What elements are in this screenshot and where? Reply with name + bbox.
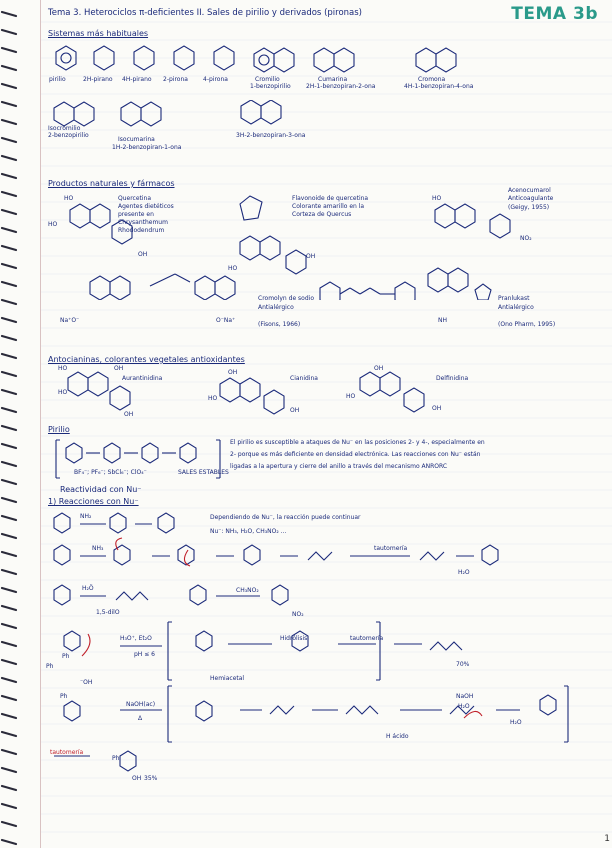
label-ho-2: HO <box>48 221 58 228</box>
anto-label-oh-3: OH <box>228 369 238 376</box>
pranlukast-line3: (Ono Pharm, 1995) <box>498 321 556 328</box>
pirilio-heading: Pirilio <box>48 425 70 434</box>
pranlukast-name: Pranlukast <box>498 295 530 302</box>
page-title: Tema 3. Heterociclos π-deficientes II. Sales de pirilio y derivados (pironas) <box>48 8 362 18</box>
anto-label-oh-5: OH <box>374 365 384 372</box>
h2o-label-3: H₂O <box>510 719 522 726</box>
delta-label: Δ <box>138 715 143 722</box>
page-number: 1 <box>604 834 610 844</box>
ph-1: Ph <box>62 653 70 660</box>
acenocumarol-line3: (Geigy, 1955) <box>508 204 550 211</box>
sistemas-row2-structures <box>46 100 346 130</box>
sistema-2-benzopirilio: 2-benzopirilio <box>48 132 89 139</box>
label-oh-2: OH <box>306 253 316 260</box>
pirilio-note-1: El pirilio es susceptible a ataques de Nu⁻ en las posiciones 2- y 4-, especialmente en <box>230 439 485 446</box>
no2-label: NO₂ <box>292 611 304 618</box>
anto-label-ho-1: HO <box>58 365 68 372</box>
reactividad-sub: 1) Reacciones con Nu⁻ <box>48 497 139 506</box>
tautomeria-label-1: tautomería <box>374 545 408 552</box>
label-ho-3: HO <box>228 265 238 272</box>
ch3no2-label: CH₃NO₂ <box>236 587 259 594</box>
anto-label-ho-3: HO <box>346 393 356 400</box>
sistema-4-pirona: 4-pirona <box>203 76 228 83</box>
sistemas-heading: Sistemas más habituales <box>48 29 149 38</box>
label-nh: NH <box>438 317 447 324</box>
sistema-2-pirona: 2-pirona <box>163 76 188 83</box>
hidrolisis-label: Hidrólisis <box>280 635 308 642</box>
sistema-1h-2-benzopiran-1-ona: 1H-2-benzopiran-1-ona <box>112 144 182 151</box>
pirilio-salts: BF₄⁻; PF₆⁻; SbCl₆⁻; ClO₄⁻ <box>74 469 147 476</box>
quercetina-line3: presente en <box>118 211 154 218</box>
reactividad-heading: Reactividad con Nu⁻ <box>60 485 142 494</box>
yield-70: 70% <box>456 661 470 668</box>
ph-4: Ph <box>112 755 120 762</box>
anto-label-ho-1b: HO <box>58 389 68 396</box>
h-acido-label: H ácido <box>386 733 409 740</box>
quercetina-line4: Chrysanthemum <box>118 219 168 226</box>
ph-label: pH ≤ 6 <box>134 651 155 658</box>
label-na-o: Na⁺O⁻ <box>60 317 80 324</box>
label-ho-4: HO <box>432 195 442 202</box>
quercetina-line2: Agentes dietéticos <box>118 203 174 210</box>
tautomeria-label-3: tautomería <box>50 749 84 756</box>
label-o-na: O⁻Na⁺ <box>216 317 236 324</box>
sistema-cromilio: Cromilio <box>255 76 280 83</box>
flavonoide-name: Flavonoide de quercetina <box>292 195 369 202</box>
quercetina-name: Quercetina <box>118 195 152 202</box>
sistema-3h-2-benzopiran-3-ona: 3H-2-benzopiran-3-ona <box>236 132 306 139</box>
label-oh-1: OH <box>138 251 148 258</box>
minus-oh-label: ⁻OH <box>80 679 93 686</box>
tema-badge: TEMA 3b <box>511 4 598 24</box>
antocianinas-heading: Antocianinas, colorantes vegetales antioxidantes <box>48 355 245 364</box>
sistema-2h-pirano: 2H-pirano <box>83 76 113 83</box>
yield-35: 35% <box>144 775 158 782</box>
margin-line <box>40 0 41 848</box>
ph-2: Ph <box>46 663 54 670</box>
label-ho-1: HO <box>64 195 74 202</box>
naturales-heading: Productos naturales y fármacos <box>48 179 175 188</box>
dependencia-note: Dependiendo de Nu⁻, la reacción puede continuar <box>210 514 361 521</box>
pirilio-note-2: 2- porque es más deficiente en densidad electrónica. Las reacciones con Nu⁻ están <box>230 451 481 458</box>
pirilio-salts-note: SALES ESTABLES <box>178 469 229 476</box>
final-oh-label: OH <box>132 775 142 782</box>
cromoglicato-name: Cromolyn de sodio <box>258 295 314 302</box>
nu-label-1: NH₂ <box>80 513 92 520</box>
anto-label-ho-2: HO <box>208 395 218 402</box>
sistema-cromona: Cromona <box>418 76 446 83</box>
dilo-label: 1,5-dilO <box>96 609 120 616</box>
acenocumarol-line2: Anticoagulante <box>508 195 554 202</box>
sistema-pirilio: pirilio <box>49 76 66 83</box>
sistema-cumarina: Cumarina <box>318 76 348 83</box>
ph-3: Ph <box>60 693 68 700</box>
flavonoide-line2: Colorante amarillo en la <box>292 203 365 210</box>
antocianina-delfinidina: Delfinidina <box>436 375 469 382</box>
acenocumarol-name: Acenocumarol <box>508 187 551 194</box>
naoh-label: NaOH(ac) <box>126 701 156 708</box>
sistema-1-benzopirilio: 1-benzopirilio <box>250 83 291 90</box>
pranlukast-line2: Antialérgico <box>498 304 534 311</box>
h2o-label-2: H₂O <box>458 703 470 710</box>
hemiacetal-label: Hemiacetal <box>210 675 245 682</box>
naoh-label-2: NaOH <box>456 693 474 700</box>
anto-label-oh-4: OH <box>290 407 300 414</box>
flavonoide-line3: Corteza de Quercus <box>292 211 352 218</box>
sistema-isocromilio: Isocromilio <box>48 125 81 132</box>
anto-label-oh-6: OH <box>432 405 442 412</box>
h3o-label: H₃O⁺, Et₂O <box>120 635 152 642</box>
antocianina-aurantinidina: Aurantinidina <box>122 375 163 382</box>
pirilio-note-3: ligadas a la apertura y cierre del anillo a través del mecanismo ANRORC <box>230 463 448 470</box>
h2o-label-1: H₂O <box>458 569 470 576</box>
nh3-label: NH₃ <box>92 545 104 552</box>
tautomeria-label-2: tautomería <box>350 635 384 642</box>
quercetina-line5: Rhododendrum <box>118 227 165 234</box>
cromoglicato-line3: (Fisons, 1966) <box>258 321 301 328</box>
antocianina-cianidina: Cianidina <box>290 375 318 382</box>
nu-list: Nu⁻: NH₃, H₂O, CH₃NO₂ ... <box>210 528 287 535</box>
anto-label-oh-1: OH <box>114 365 124 372</box>
sistema-isocumarina: Isocumarina <box>118 136 155 143</box>
sistema-4h-pirano: 4H-pirano <box>122 76 152 83</box>
label-no2: NO₂ <box>520 235 532 242</box>
spiral-binding <box>0 0 18 848</box>
anto-label-oh-2: OH <box>124 411 134 418</box>
cromoglicato-line2: Antialérgico <box>258 304 294 311</box>
sistema-2h-1-benzopiran-2-ona: 2H-1-benzopiran-2-ona <box>306 83 376 90</box>
sistema-4h-1-benzopiran-4-ona: 4H-1-benzopiran-4-ona <box>404 83 474 90</box>
reagent-h-label: H₂Ö <box>82 585 94 592</box>
